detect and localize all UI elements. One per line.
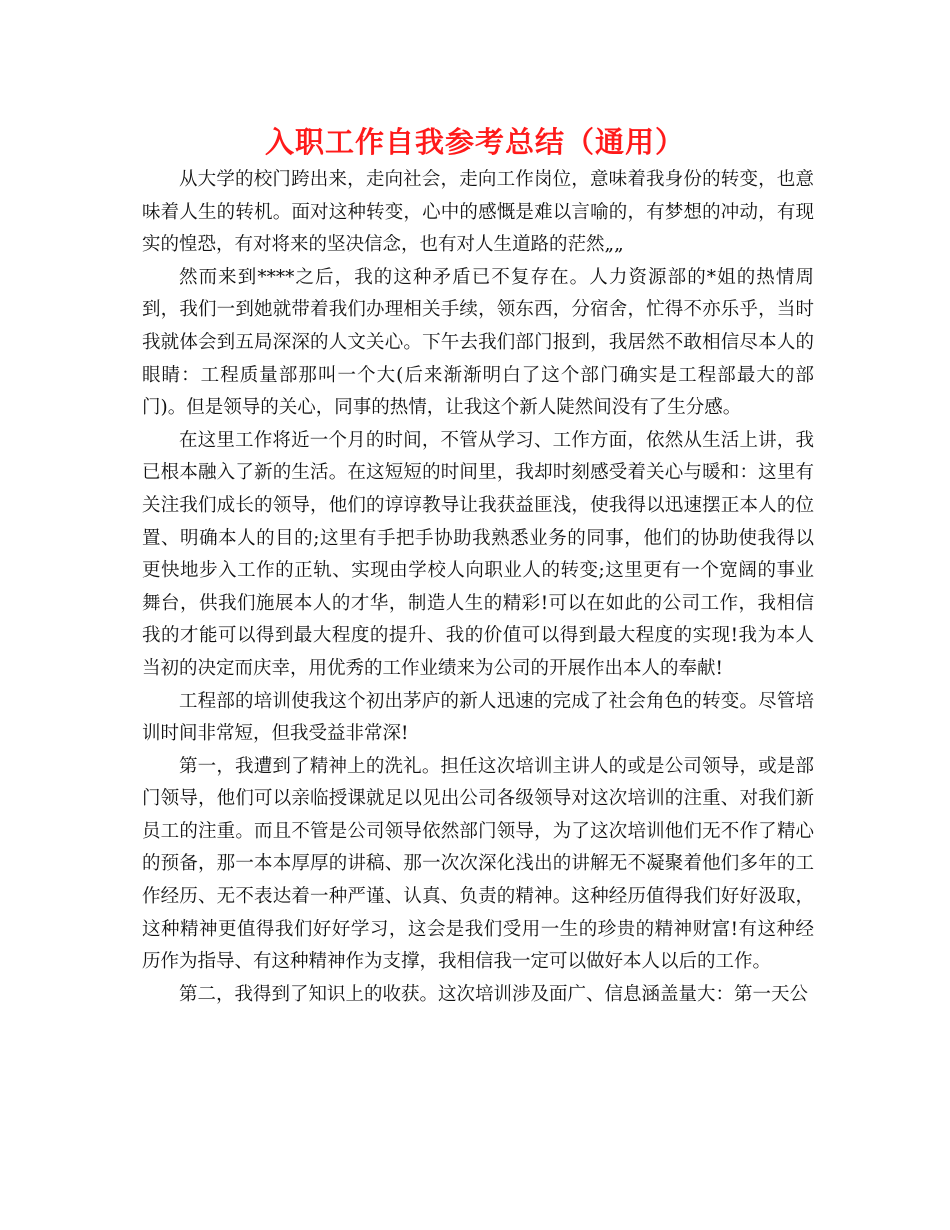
paragraph-5: 第一，我遭到了精神上的洗礼。担任这次培训主讲人的或是公司领导，或是部门领导，他们可以亲临授课就足以见出公司各级领导对这次培训的注重、对我们新员工的注重。而且不管是公司领导依然部门领导，为了这次培训他们无不作了精心的预备，那一本本厚厚的讲稿、那一次次深化浅出的讲解无不凝聚着他们多年的工作经历、无不表达着一种严谨、认真、负责的精神。这种经历值得我们好好汲取，这种精神更值得我们好好学习，这会是我们受用一生的珍贵的精神财富!有这种经历作为指导、有这种精神作为支撑，我相信我一定可以做好本人以后的工作。 bbox=[142, 755, 815, 973]
paragraph-6: 第二，我得到了知识上的收获。这次培训涉及面广、信息涵盖量大：第一天公 bbox=[179, 983, 809, 1005]
paragraph-2: 然而来到****之后，我的这种矛盾已不复存在。人力资源部的*姐的热情周到，我们一到她就带着我们办理相关手续，领东西，分宿舍，忙得不亦乐乎，当时我就体会到五局深深的人文关心。下午去我们部门报到，我居然不敢相信尽本人的眼睛：工程质量部那叫一个大(后来渐渐明白了这个部门确实是工程部最大的部门)。但是领导的关心，同事的热情，让我这个新人陡然间没有了生分感。 bbox=[142, 266, 814, 419]
paragraph-1: 从大学的校门跨出来，走向社会，走向工作岗位，意味着我身份的转变，也意味着人生的转机。面对这种转变，心中的感慨是难以言喻的，有梦想的冲动，有现实的惶恐，有对将来的坚决信念，也有对人生道路的茫然„„ bbox=[142, 169, 814, 256]
document-title: 入职工作自我参考总结（通用） bbox=[264, 125, 685, 159]
paragraph-4: 工程部的培训使我这个初出茅庐的新人迅速的完成了社会角色的转变。尽管培训时间非常短，但我受益非常深! bbox=[142, 690, 814, 745]
paragraph-3: 在这里工作将近一个月的时间，不管从学习、工作方面，依然从生活上讲，我已根本融入了新的生活。在这短短的时间里，我却时刻感受着关心与暖和：这里有关注我们成长的领导，他们的谆谆教导让我获益匪浅，使我得以迅速摆正本人的位置、明确本人的目的;这里有手把手协助我熟悉业务的同事，他们的协助使我得以更快地步入工作的正轨、实现由学校人向职业人的转变;这里更有一个宽阔的事业舞台，供我们施展本人的才华，制造人生的精彩!可以在如此的公司工作，我相信我的才能可以得到最大程度的提升、我的价值可以得到最大程度的实现!我为本人当初的决定而庆幸，用优秀的工作业绩来为公司的开展作出本人的奉献! bbox=[142, 429, 815, 679]
document-body bbox=[142, 164, 814, 1011]
